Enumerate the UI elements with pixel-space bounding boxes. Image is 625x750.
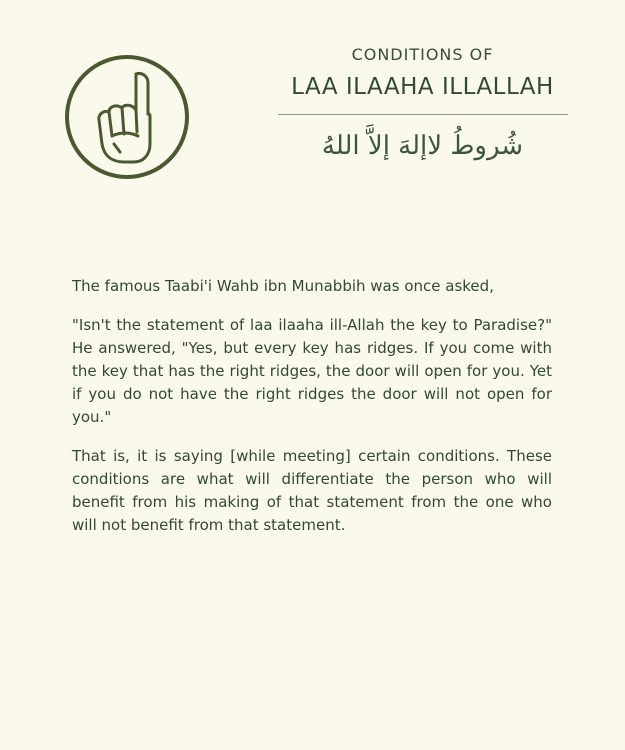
body-text — [72, 275, 552, 553]
finger-emblem — [62, 52, 192, 182]
raised-index-finger-icon — [62, 52, 192, 182]
paragraph-quote: "Isn't the statement of laa ilaaha ill-Allah the key to Paradise?" He answered, "Yes, but every key has ridges. If you come with the key that has the right ridges, the door will open for you. Yet if you do not have the right ridges the door will not open for you." — [72, 316, 552, 426]
paragraph-explanation: That is, it is saying [while meeting] certain conditions. These conditions are what will differentiate the person who will benefit from his making of that statement from the one who will not benefit from that statement. — [72, 447, 552, 534]
divider — [278, 114, 568, 115]
arabic-title: شُروطُ لاإلهَ إلاَّ اللهُ — [321, 131, 524, 161]
subtitle: CONDITIONS OF — [351, 45, 494, 64]
heading-block — [250, 45, 595, 161]
paragraph-intro: The famous Taabi'i Wahb ibn Munabbih was once asked, — [72, 277, 494, 295]
page-title: LAA ILAAHA ILLALLAH — [291, 74, 554, 100]
